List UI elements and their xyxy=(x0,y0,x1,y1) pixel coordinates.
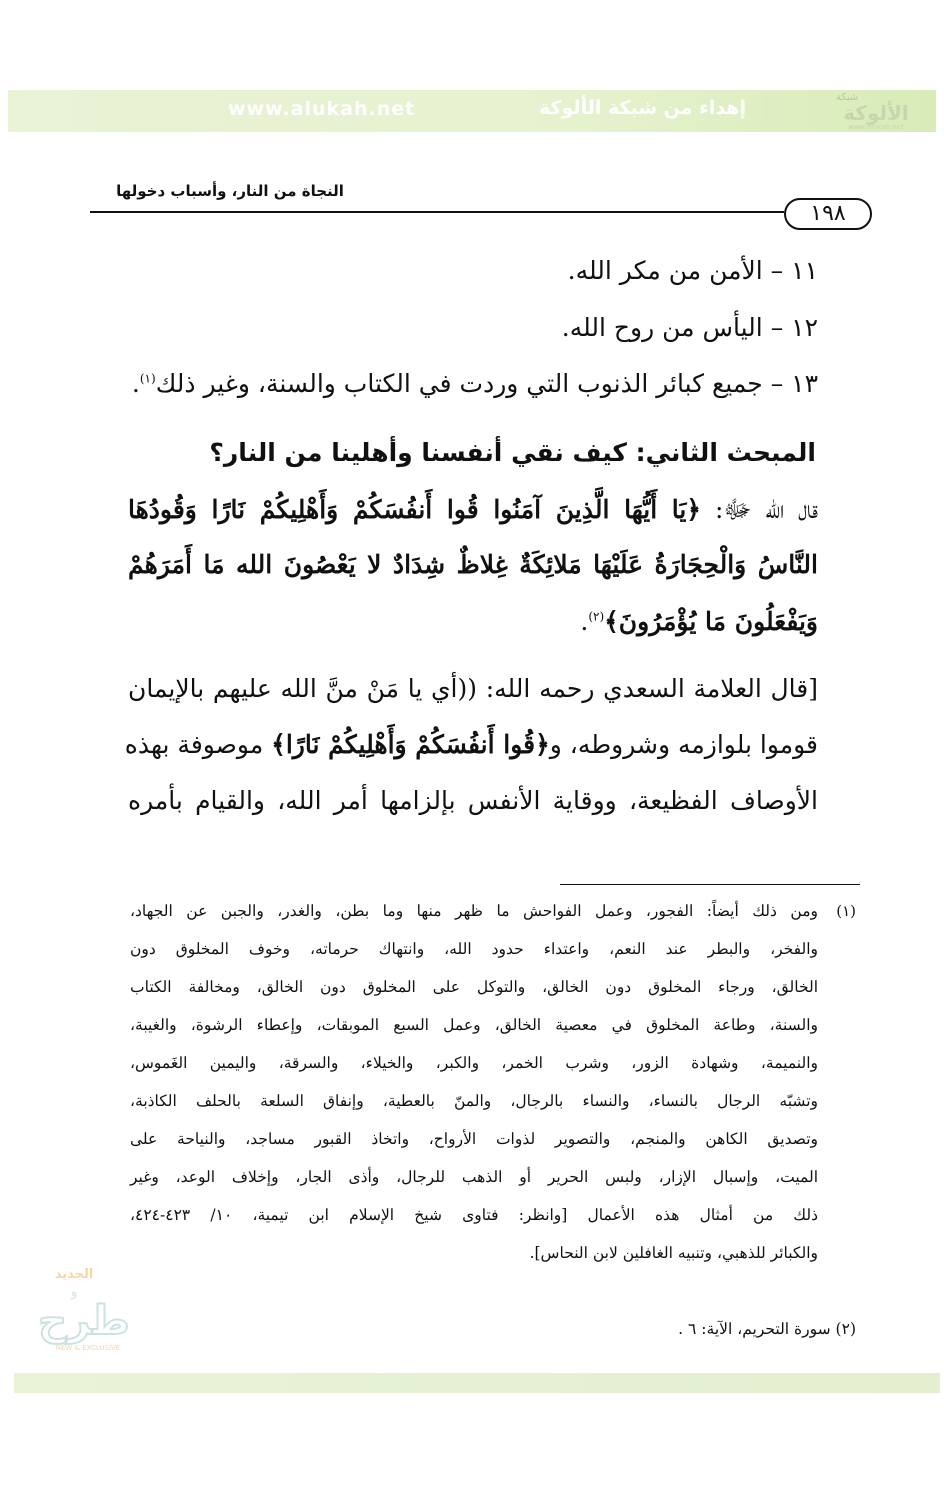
footnote-1-line: والنميمة، وشهادة الزور، وشرب الخمر، والكبر، والخيلاء، والسرقة، واليمين الغَموس، xyxy=(130,1054,818,1072)
list-item-tail: . xyxy=(131,369,140,398)
watermark-bottom-text: NEW & EXCLUSIVE xyxy=(55,1344,121,1352)
watermark-main-text: طرح xyxy=(38,1298,130,1344)
logo-main-text: الألوكة xyxy=(843,101,909,125)
page-number: ١٩٨ xyxy=(784,198,872,230)
list-item-text: ١٣ – جميع كبائر الذنوب التي وردت في الكتاب والسنة، وغير ذلك xyxy=(155,369,818,398)
quran-verse-part-1: ﴿يَا أَيُّهَا الَّذِينَ آمَنُوا قُوا أَنفُسَكُمْ وَأَهْلِيكُمْ نَارًا وَقُودُهَا xyxy=(128,495,702,524)
bottom-bar xyxy=(14,1373,940,1393)
quran-intro: قال الله ﷻ: xyxy=(714,495,818,524)
quote-line-1 xyxy=(128,674,818,703)
footnote-rule xyxy=(560,884,860,885)
watermark-top-text: الجديد xyxy=(54,1267,94,1282)
quote-line-3 xyxy=(128,786,818,815)
footnote-1-line: وتصديق الكاهن والمنجم، والتصوير لذوات الأرواح، واتخاذ القبور مساجد، والنياحة على xyxy=(130,1130,818,1148)
footnote-2: (٢) سورة التحريم، الآية: ٦ . xyxy=(678,1320,856,1338)
running-title: النجاة من النار، وأسباب دخولها xyxy=(116,182,344,200)
quran-line-2 xyxy=(128,550,818,579)
alukah-logo xyxy=(828,92,924,132)
quran-tail: . xyxy=(580,607,589,636)
quran-line-1 xyxy=(128,494,818,531)
footnote-1-line: والكبائر للذهبي، وتنبيه الغافلين لابن النحاس]. xyxy=(529,1244,818,1262)
list-item-text: ١١ – الأمن من مكر الله. xyxy=(567,256,818,285)
header-rule xyxy=(90,211,784,213)
footnote-ref-2[interactable]: (٢) xyxy=(588,609,605,624)
quote-text-2a: قوموا بلوازمه وشروطه، و xyxy=(549,730,818,759)
footnote-1-line: وتشبّه الرجال بالنساء، والنساء بالرجال، والمنّ بالعطية، وإنفاق السلعة بالحلف الكاذبة، xyxy=(130,1092,818,1110)
logo-url-text: www.alukah.net xyxy=(848,123,904,131)
logo-small-text: شبكة xyxy=(836,92,859,103)
footnote-1-line: ذلك من أمثال هذه الأعمال [وانظر: فتاوى شيخ الإسلام ابن تيمية، ١٠/ ٤٢٣-٤٢٤، xyxy=(130,1206,818,1224)
footnote-1-line: الميت، وإسبال الإزار، ولبس الحرير أو الذهب للرجال، وأذى الجار، وإخلاف الوعد، وغير xyxy=(130,1168,818,1186)
quran-verse-part-2: النَّاسُ وَالْحِجَارَةُ عَلَيْهَا مَلائِكَةٌ غِلاظٌ شِدَادٌ لا يَعْصُونَ الله مَا أَمَرَهُمْ xyxy=(128,550,818,579)
watermark-graphic xyxy=(24,1262,144,1354)
footnote-ref-1[interactable]: (١) xyxy=(139,371,156,386)
quote-text-2b: موصوفة بهذه xyxy=(124,730,264,759)
banner-gift-text: إهداء من شبكة الألوكة xyxy=(538,97,746,119)
list-item xyxy=(132,369,818,398)
footnote-1-line: الخالق، ورجاء المخلوق دون الخالق، والتوكل على المخلوق دون الخالق، ومخالفة الكتاب xyxy=(130,978,818,996)
quran-line-3 xyxy=(580,607,818,636)
watermark-middle-text: و xyxy=(70,1284,78,1300)
list-item xyxy=(562,313,818,342)
quote-text-1: [قال العلامة السعدي رحمه الله: ((أي يا مَنْ منَّ الله عليهم بالإيمان xyxy=(128,674,818,703)
top-banner xyxy=(8,90,936,132)
quote-quran-inline: ﴿قُوا أَنفُسَكُمْ وَأَهْلِيكُمْ نَارًا﴾ xyxy=(271,730,550,759)
list-item-text: ١٢ – اليأس من روح الله. xyxy=(561,313,818,342)
list-item xyxy=(568,256,818,285)
footnote-1-line: ومن ذلك أيضاً: الفجور، وعمل الفواحش ما ظهر منها وما بطن، والغدر، والجبن عن الجهاد، xyxy=(130,902,818,920)
quran-verse-part-3: وَيَفْعَلُونَ مَا يُؤْمَرُونَ﴾ xyxy=(604,607,818,636)
footnote-1-line: والفخر، والبطر عند النعم، واعتداء حدود الله، وانتهاك حرماته، وخوف المخلوق دون xyxy=(130,940,818,958)
footnote-1-line: والسنة، وطاعة المخلوق في معصية الخالق، وعمل السبع الموبقات، وإعطاء الرشوة، والغيبة، xyxy=(130,1016,818,1034)
banner-url-link[interactable]: www.alukah.net xyxy=(228,98,416,120)
quote-line-2 xyxy=(124,730,818,759)
footnote-1-marker: (١) xyxy=(836,902,856,920)
watermark-logo xyxy=(24,1262,144,1354)
quote-text-3: الأوصاف الفظيعة، ووقاية الأنفس بإلزامها أمر الله، والقيام بأمره xyxy=(128,786,818,815)
section-heading: المبحث الثاني: كيف نقي أنفسنا وأهلينا من النار؟ xyxy=(209,438,816,467)
